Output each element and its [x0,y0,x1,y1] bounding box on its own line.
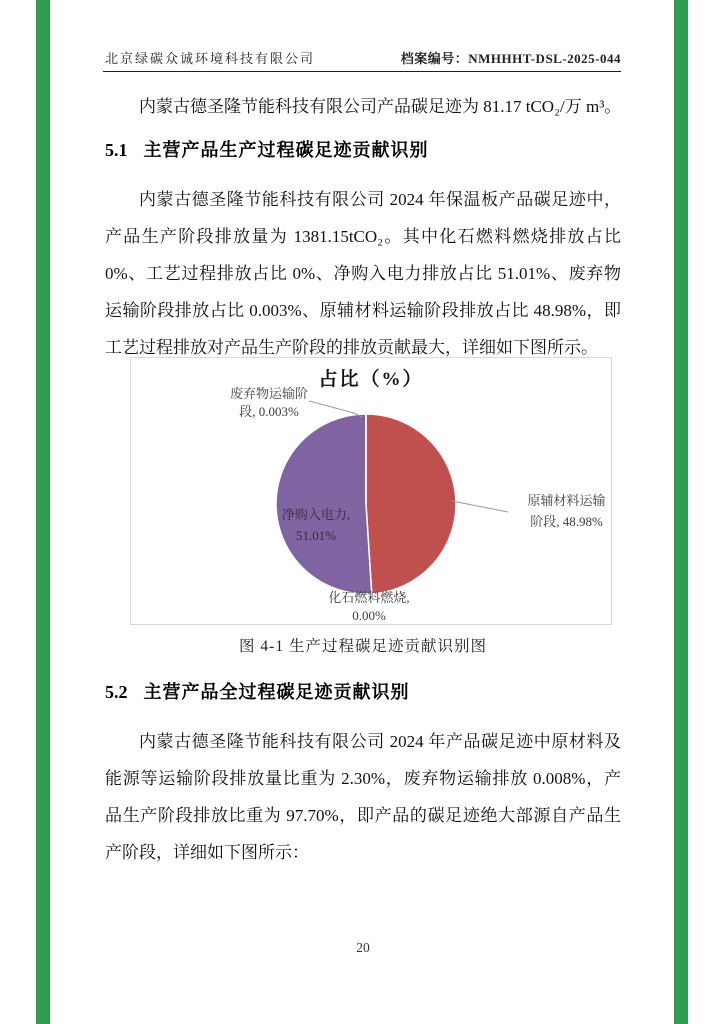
para-line: 运输阶段排放占比 0.003%、原辅材料运输阶段排放占比 48.98%，即 [105,301,621,320]
header-company-name: 北京绿碳众诚环境科技有限公司 [105,51,316,66]
figure-caption: 图 4-1 生产过程碳足迹贡献识别图 [239,638,487,655]
intro-paragraph [105,88,621,125]
para-line: 能源等运输阶段排放量比重为 2.30%，废弃物运输排放 0.008%，产 [105,769,621,788]
section-heading-5-1 [105,136,429,162]
para-line: 产品生产阶段排放量为 1381.15tCO₂。其中化石燃料燃烧排放占比 [105,227,621,246]
para-line: 工艺过程排放对产品生产阶段的排放贡献最大，详细如下图所示。 [105,338,598,357]
header-file-label: 档案编号： [400,51,469,66]
paragraph-5-1 [105,181,621,366]
section-title: 主营产品生产过程碳足迹贡献识别 [143,140,429,160]
section-heading-5-2 [105,678,410,704]
left-edge-bar [36,0,50,1024]
header-divider [103,71,621,72]
paragraph-5-2 [105,723,621,871]
para-line: 内蒙古德圣隆节能科技有限公司 2024 年保温板产品碳足迹中， [139,190,621,209]
leader-line-material [452,501,508,512]
pie-label-line: 阶段, 48.98% [530,514,603,529]
right-edge-bar [674,0,688,1024]
section-title: 主营产品全过程碳足迹贡献识别 [143,682,410,702]
pie-label-electricity [246,504,386,546]
pie-label-line: 化石燃料燃烧, [328,590,410,605]
pie-label-line: 51.01% [295,528,337,543]
header-file-value: NMHHHT-DSL-2025-044 [468,51,621,66]
page-header [105,48,621,67]
para-line: 产阶段，详细如下图所示： [105,843,309,862]
pie-label-fossil [299,589,439,625]
pie-label-line: 段, 0.003% [239,404,299,419]
pie-chart-figure [130,357,612,625]
para-line: 0%、工艺过程排放占比 0%、净购入电力排放占比 51.01%、废弃物 [105,264,621,283]
pie-label-line: 废弃物运输阶 [229,386,308,401]
para-line: 品生产阶段排放比重为 97.70%，即产品的碳足迹绝大部源自产品生 [105,806,621,825]
para-line: 内蒙古德圣隆节能科技有限公司 2024 年产品碳足迹中原材料及 [139,732,621,751]
section-number: 5.1 [105,140,128,160]
chart-title: 占比（%） [318,369,424,390]
header-file-number [401,48,621,67]
pie-label-waste [199,385,339,421]
pie-label-line: 原辅材料运输 [527,493,606,508]
intro-line: 内蒙古德圣隆节能科技有限公司产品碳足迹为 81.17 tCO₂/万 m³。 [139,97,622,116]
page-number: 20 [356,940,370,955]
section-number: 5.2 [105,682,128,702]
pie-label-line: 0.00% [352,608,386,623]
pie-label-line: 净购入电力, [281,507,351,522]
pie-label-material [509,490,624,532]
